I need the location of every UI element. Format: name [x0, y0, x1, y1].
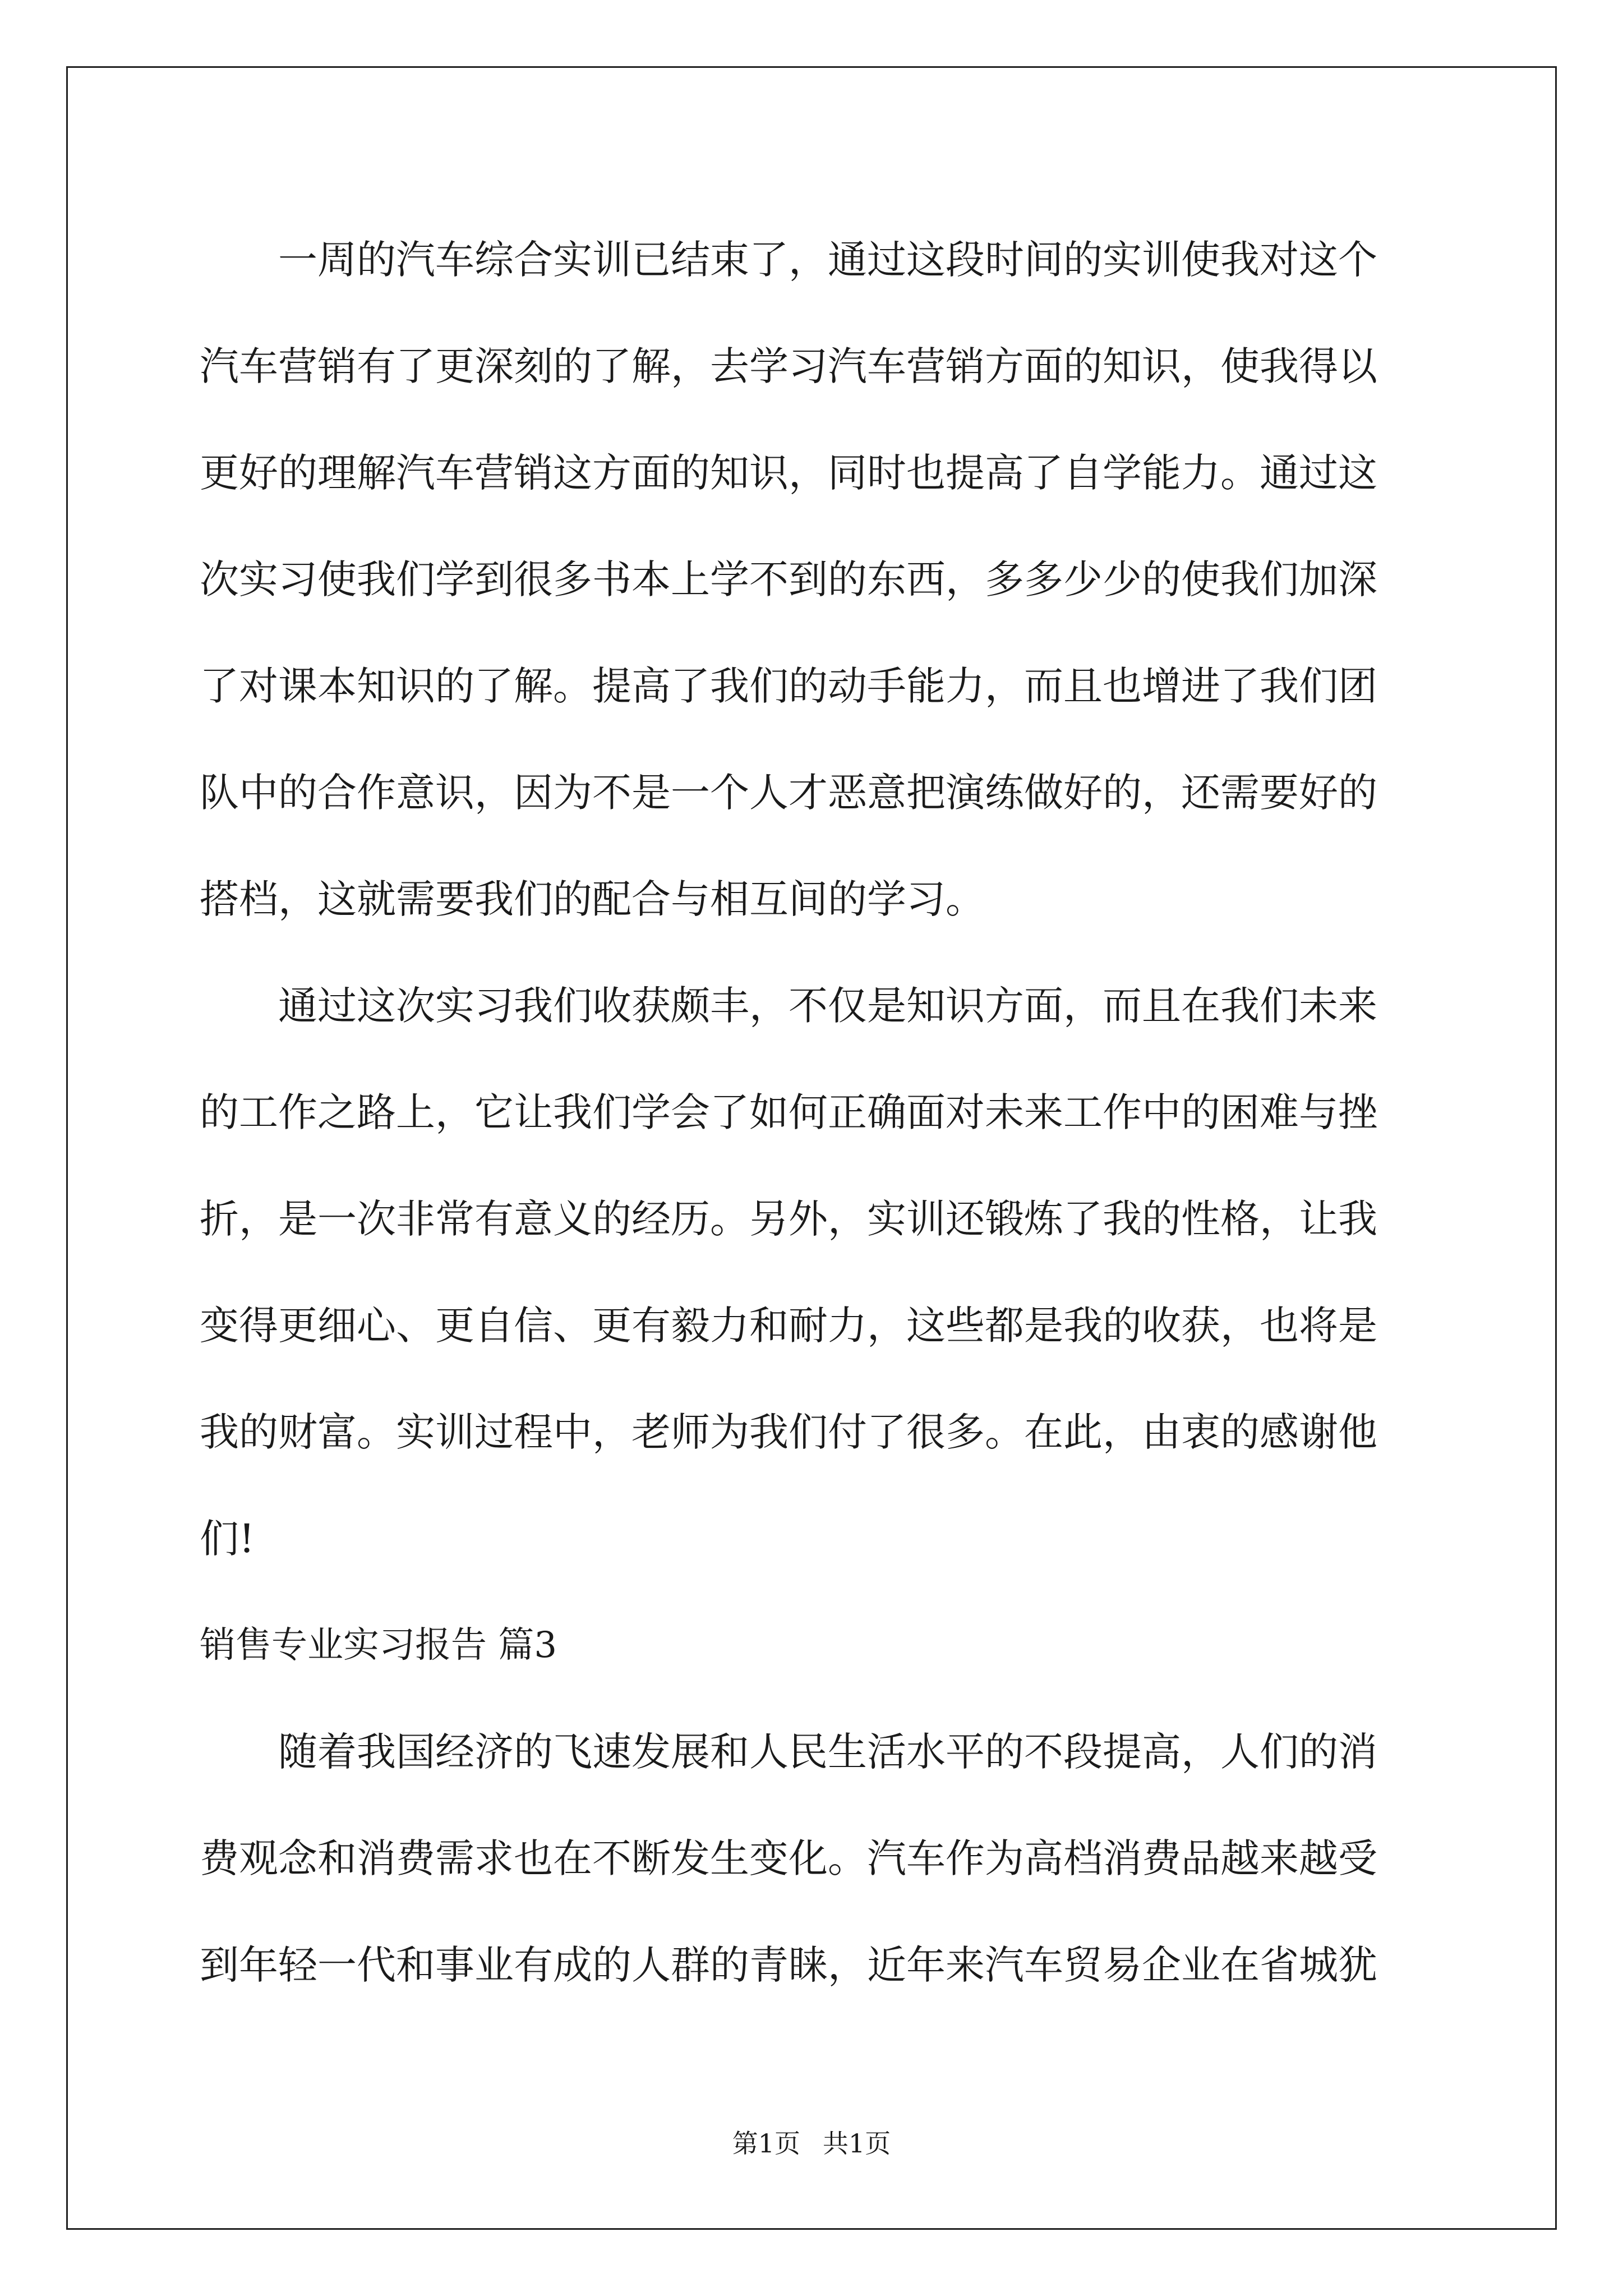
paragraph-line: 们! [200, 1516, 255, 1562]
page-number: 第1页 [732, 2128, 800, 2159]
paragraph-line: 次实习使我们学到很多书本上学不到的东西，多多少少的使我们加深 [200, 556, 1377, 602]
paragraph-1 [200, 206, 1433, 953]
page-total: 共1页 [823, 2128, 891, 2159]
document-body [200, 206, 1433, 2018]
paragraph-line: 到年轻一代和事业有成的人群的青睐，近年来汽车贸易企业在省城犹 [200, 1942, 1377, 1988]
paragraph-line: 更好的理解汽车营销这方面的知识，同时也提高了自学能力。通过这 [200, 450, 1377, 496]
paragraph-line: 费观念和消费需求也在不断发生变化。汽车作为高档消费品越来越受 [200, 1835, 1377, 1881]
paragraph-line: 搭档，这就需要我们的配合与相互间的学习。 [200, 876, 985, 922]
section-title: 销售专业实习报告 篇3 [200, 1625, 557, 1666]
paragraph-line: 汽车营销有了更深刻的了解，去学习汽车营销方面的知识，使我得以 [200, 343, 1377, 389]
page-footer [0, 2123, 1623, 2160]
paragraph-line: 了对课本知识的了解。提高了我们的动手能力，而且也增进了我们团 [200, 663, 1377, 709]
paragraph-3 [200, 1699, 1433, 2018]
paragraph-line: 队中的合作意识，因为不是一个人才恶意把演练做好的，还需要好的 [200, 770, 1377, 816]
paragraph-line: 的工作之路上，它让我们学会了如何正确面对未来工作中的困难与挫 [200, 1089, 1377, 1135]
paragraph-line: 通过这次实习我们收获颇丰，不仅是知识方面，而且在我们未来 [278, 983, 1377, 1029]
paragraph-line: 我的财富。实训过程中，老师为我们付了很多。在此，由衷的感谢他 [200, 1409, 1377, 1455]
paragraph-line: 变得更细心、更自信、更有毅力和耐力，这些都是我的收获，也将是 [200, 1303, 1377, 1349]
paragraph-2 [200, 953, 1433, 1592]
paragraph-line: 随着我国经济的飞速发展和人民生活水平的不段提高，人们的消 [278, 1729, 1377, 1775]
paragraph-line: 折，是一次非常有意义的经历。另外，实训还锻炼了我的性格，让我 [200, 1196, 1377, 1242]
paragraph-line: 一周的汽车综合实训已结束了，通过这段时间的实训使我对这个 [278, 237, 1377, 283]
